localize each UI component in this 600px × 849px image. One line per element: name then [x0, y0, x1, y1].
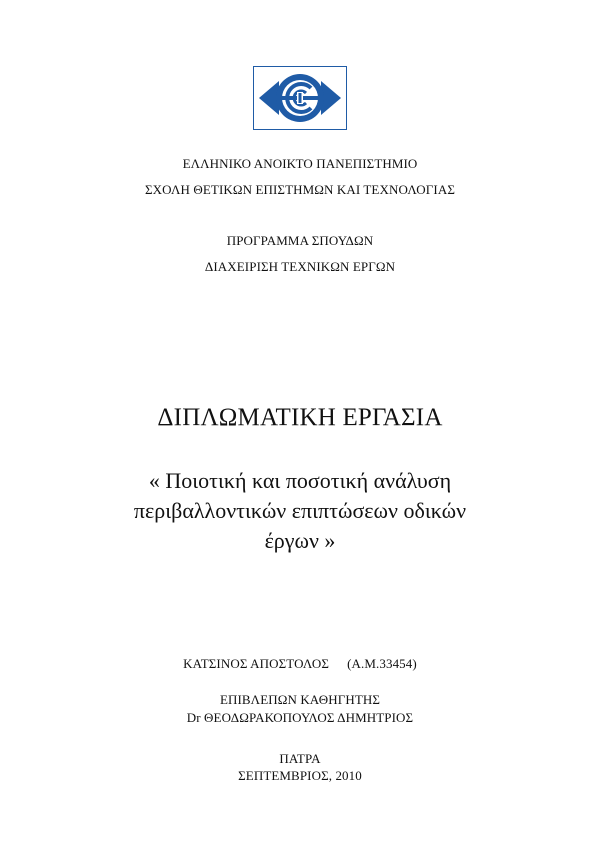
thesis-title-line-3: έργων » — [264, 528, 336, 553]
university-name: ΕΛΛΗΝΙΚΟ ΑΝΟΙΚΤΟ ΠΑΝΕΠΙΣΤΗΜΙΟ — [182, 156, 418, 171]
student-id: (Α.Μ.33454) — [347, 656, 417, 671]
date: ΣΕΠΤΕΜΒΡΙΟΣ, 2010 — [238, 768, 362, 783]
author-name: ΚΑΤΣΙΝΟΣ ΑΠΟΣΤΟΛΟΣ — [183, 656, 330, 671]
thesis-title-line-2: περιβαλλοντικών επιπτώσεων οδικών — [133, 498, 467, 523]
author-row — [0, 656, 600, 672]
document-type-title: ΔΙΠΛΩΜΑΤΙΚΗ ΕΡΓΑΣΙΑ — [157, 404, 443, 431]
supervisor-name: Dr ΘΕΟΔΩΡΑΚΟΠΟΥΛΟΣ ΔΗΜΗΤΡΙΟΣ — [186, 710, 414, 725]
university-logo-icon — [253, 66, 347, 130]
school-name: ΣΧΟΛΗ ΘΕΤΙΚΩΝ ΕΠΙΣΤΗΜΩΝ ΚΑΙ ΤΕΧΝΟΛΟΓΙΑΣ — [144, 182, 455, 197]
supervisor-label: ΕΠΙΒΛΕΠΩΝ ΚΑΘΗΓΗΤΗΣ — [219, 692, 381, 707]
thesis-title-line-1: « Ποιοτική και ποσοτική ανάλυση — [148, 468, 452, 493]
city: ΠΑΤΡΑ — [279, 751, 321, 766]
program-name: ΔΙΑΧΕΙΡΙΣΗ ΤΕΧΝΙΚΩΝ ΕΡΓΩΝ — [204, 259, 396, 274]
program-label: ΠΡΟΓΡΑΜΜΑ ΣΠΟΥΔΩΝ — [226, 233, 374, 248]
